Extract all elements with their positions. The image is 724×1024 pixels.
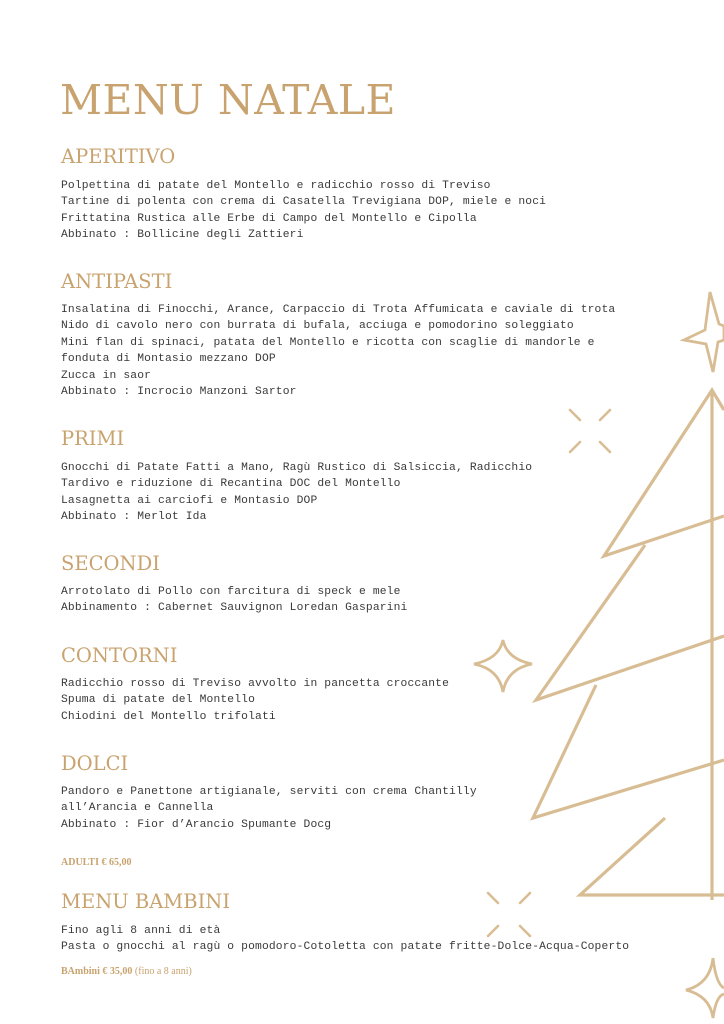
section-items-contorni: [61, 676, 661, 725]
pairing-line: Abbinato : Merlot Ida: [61, 511, 207, 524]
section-items-menu-bambini: [61, 923, 661, 956]
section-items-aperitivo: [61, 178, 661, 244]
kids-price-note: (fino a 8 anni): [134, 966, 192, 977]
section-heading-contorni: CONTORNI: [61, 644, 178, 667]
kids-price-label: BAmbini € 35,00: [61, 966, 133, 977]
menu-item: Arrotolato di Pollo con farcitura di speck e mele: [61, 586, 401, 598]
star-icon: [684, 292, 724, 372]
section-heading-aperitivo: APERITIVO: [61, 145, 176, 168]
menu-title: MENU NATALE: [60, 76, 396, 124]
menu-item: fonduta di Montasio mezzano DOP: [61, 353, 276, 366]
section-items-antipasti: [61, 302, 661, 400]
menu-item: Gnocchi di Patate Fatti a Mano, Ragù Rustico di Salsiccia, Radicchio: [61, 462, 533, 474]
section-items-dolci: [61, 784, 661, 833]
menu-item: Spuma di patate del Montello: [61, 694, 256, 707]
menu-item: Mini flan di spinaci, patata del Montello e ricotta con scaglie di mandorle e: [61, 336, 595, 349]
adult-price: [61, 857, 131, 868]
menu-item: Pandoro e Panettone artigianale, serviti con crema Chantilly: [61, 786, 477, 798]
pairing-line: Abbinato : Incrocio Manzoni Sartor: [61, 386, 297, 399]
section-heading-primi: PRIMI: [61, 427, 125, 450]
sparkle-icon: [686, 958, 724, 1018]
menu-item: Zucca in saor: [61, 369, 152, 382]
menu-item: Lasagnetta ai carciofi e Montasio DOP: [61, 494, 318, 507]
kids-price: [61, 966, 192, 977]
section-items-secondi: [61, 584, 661, 617]
adult-price-label: ADULTI € 65,00: [61, 857, 132, 868]
pairing-line: Abbinato : Bollicine degli Zattieri: [61, 229, 304, 242]
menu-item: all’Arancia e Cannella: [61, 802, 214, 815]
menu-item: Frittatina Rustica alle Erbe di Campo del Montello e Cipolla: [61, 212, 477, 225]
section-heading-secondi: SECONDI: [61, 552, 160, 575]
section-heading-dolci: DOLCI: [61, 752, 129, 775]
menu-item: Fino agli 8 anni di età: [61, 925, 221, 937]
menu-item: Chiodini del Montello trifolati: [61, 710, 276, 723]
pairing-line: Abbinato : Fior d’Arancio Spumante Docg: [61, 818, 332, 831]
menu-item: Nido di cavolo nero con burrata di bufala, acciuga e pomodorino soleggiato: [61, 320, 574, 333]
menu-item: Radicchio rosso di Treviso avvolto in pancetta croccante: [61, 678, 450, 690]
menu-item: Pasta o gnocchi al ragù o pomodoro-Cotoletta con patate fritte-Dolce-Acqua-Coperto: [61, 941, 630, 954]
section-items-primi: [61, 460, 661, 526]
menu-item: Tardivo e riduzione di Recantina DOC del Montello: [61, 478, 401, 491]
section-heading-antipasti: ANTIPASTI: [61, 270, 173, 293]
menu-item: Tartine di polenta con crema di Casatella Trevigiana DOP, miele e noci: [61, 196, 547, 209]
menu-item: Insalatina di Finocchi, Arance, Carpaccio di Trota Affumicata e caviale di trota: [61, 304, 616, 316]
pairing-line: Abbinamento : Cabernet Sauvignon Loredan Gasparini: [61, 602, 408, 615]
sparkle-icon: [570, 410, 610, 452]
section-heading-menu-bambini: MENU BAMBINI: [61, 890, 231, 913]
menu-item: Polpettina di patate del Montello e radicchio rosso di Treviso: [61, 180, 491, 192]
